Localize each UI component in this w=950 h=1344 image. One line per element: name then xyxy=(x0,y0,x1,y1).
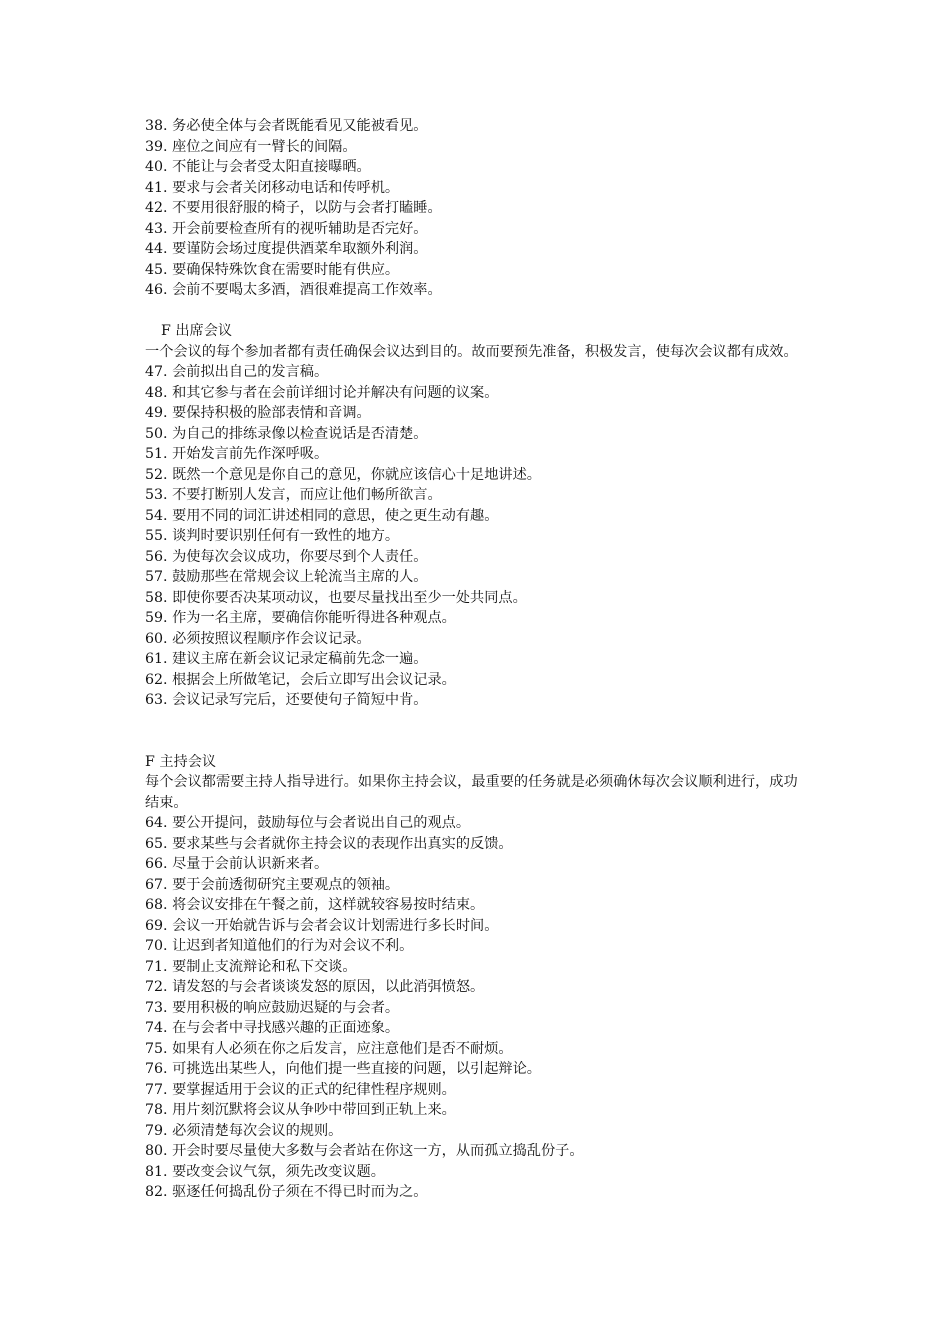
list-item: 75. 如果有人必须在你之后发言，应注意他们是否不耐烦。 xyxy=(145,1040,513,1057)
list-item: 46. 会前不要喝太多酒，酒很难提高工作效率。 xyxy=(145,282,442,298)
list-item: 77. 要掌握适用于会议的正式的纪律性程序规则。 xyxy=(145,1081,456,1098)
list-item: 66. 尽量于会前认识新来者。 xyxy=(145,856,329,872)
list-item: 48. 和其它参与者在会前详细讨论并解决有问题的议案。 xyxy=(145,384,499,401)
list-item: 80. 开会时要尽量使大多数与会者站在你这一方，从而孤立捣乱份子。 xyxy=(145,1143,584,1159)
list-item: 79. 必须清楚每次会议的规则。 xyxy=(145,1122,343,1139)
list-item: 42. 不要用很舒服的椅子，以防与会者打瞌睡。 xyxy=(145,200,442,216)
list-item: 74. 在与会者中寻找感兴趣的正面迹象。 xyxy=(145,1020,400,1036)
list-item: 61. 建议主席在新会议记录定稿前先念一遍。 xyxy=(145,651,428,667)
section-attend-meeting xyxy=(145,321,825,711)
section-host-meeting xyxy=(145,752,825,1203)
list-item: 54. 要用不同的词汇讲述相同的意思，使之更生动有趣。 xyxy=(145,507,499,524)
list-item: 63. 会议记录写完后，还要使句子简短中肯。 xyxy=(145,692,428,708)
list-item: 43. 开会前要检查所有的视听辅助是否完好。 xyxy=(145,220,428,237)
section-e-tail-list xyxy=(145,116,825,301)
section-intro: 一个会议的每个参加者都有责任确保会议达到目的。故而要预先准备，积极发言，使每次会议都有成效。 xyxy=(145,343,798,360)
section-intro: 每个会议都需要主持人指导进行。如果你主持会议，最重要的任务就是必须确休每次会议顺利进行，成功结束。 xyxy=(145,774,798,811)
list-item: 39. 座位之间应有一臂长的间隔。 xyxy=(145,138,357,155)
list-item: 62. 根据会上所做笔记，会后立即写出会议记录。 xyxy=(145,671,456,688)
list-item: 59. 作为一名主席，要确信你能听得进各种观点。 xyxy=(145,610,456,626)
list-item: 49. 要保持积极的脸部表情和音调。 xyxy=(145,405,371,421)
list-item: 55. 谈判时要识别任何有一致性的地方。 xyxy=(145,528,400,544)
list-item: 60. 必须按照议程顺序作会议记录。 xyxy=(145,630,371,647)
list-item: 41. 要求与会者关闭移动电话和传呼机。 xyxy=(145,179,400,196)
spacer xyxy=(145,301,825,322)
section-heading: F 出席会议 xyxy=(161,323,233,339)
list-item: 38. 务必使全体与会者既能看见又能被看见。 xyxy=(145,118,428,134)
list-item: 70. 让迟到者知道他们的行为对会议不利。 xyxy=(145,938,414,954)
list-item: 53. 不要打断别人发言，而应让他们畅所欲言。 xyxy=(145,487,442,503)
list-item: 57. 鼓励那些在常规会议上轮流当主席的人。 xyxy=(145,569,428,585)
list-item: 78. 用片刻沉默将会议从争吵中带回到正轨上来。 xyxy=(145,1102,456,1118)
list-item: 67. 要于会前透彻研究主要观点的领袖。 xyxy=(145,876,400,893)
spacer xyxy=(145,711,825,752)
list-item: 45. 要确保特殊饮食在需要时能有供应。 xyxy=(145,261,400,278)
section-heading: F 主持会议 xyxy=(145,753,217,770)
list-item: 40. 不能让与会者受太阳直接曝晒。 xyxy=(145,159,371,175)
list-item: 47. 会前拟出自己的发言稿。 xyxy=(145,364,329,380)
list-item: 81. 要改变会议气氛，须先改变议题。 xyxy=(145,1163,385,1180)
list-item: 72. 请发怒的与会者谈谈发怒的原因，以此消弭愤怒。 xyxy=(145,979,485,995)
list-item: 65. 要求某些与会者就你主持会议的表现作出真实的反馈。 xyxy=(145,835,513,852)
list-item: 50. 为自己的排练录像以检查说话是否清楚。 xyxy=(145,425,428,442)
list-item: 58. 即使你要否决某项动议，也要尽量找出至少一处共同点。 xyxy=(145,589,527,606)
list-item: 64. 要公开提问，鼓励每位与会者说出自己的观点。 xyxy=(145,815,471,831)
list-item: 56. 为使每次会议成功，你要尽到个人责任。 xyxy=(145,548,428,565)
list-item: 52. 既然一个意见是你自己的意见，你就应该信心十足地讲述。 xyxy=(145,466,541,483)
list-item: 71. 要制止支流辩论和私下交谈。 xyxy=(145,958,357,975)
document-page xyxy=(145,116,825,1203)
list-item: 68. 将会议安排在午餐之前，这样就较容易按时结束。 xyxy=(145,897,485,913)
list-item: 44. 要谨防会场过度提供酒菜牟取额外利润。 xyxy=(145,241,428,257)
list-item: 51. 开始发言前先作深呼吸。 xyxy=(145,446,329,462)
list-item: 82. 驱逐任何捣乱份子须在不得已时而为之。 xyxy=(145,1184,428,1200)
list-item: 76. 可挑选出某些人，向他们提一些直接的问题，以引起辩论。 xyxy=(145,1061,541,1077)
list-item: 69. 会议一开始就告诉与会者会议计划需进行多长时间。 xyxy=(145,917,499,934)
list-item: 73. 要用积极的响应鼓励迟疑的与会者。 xyxy=(145,999,400,1016)
